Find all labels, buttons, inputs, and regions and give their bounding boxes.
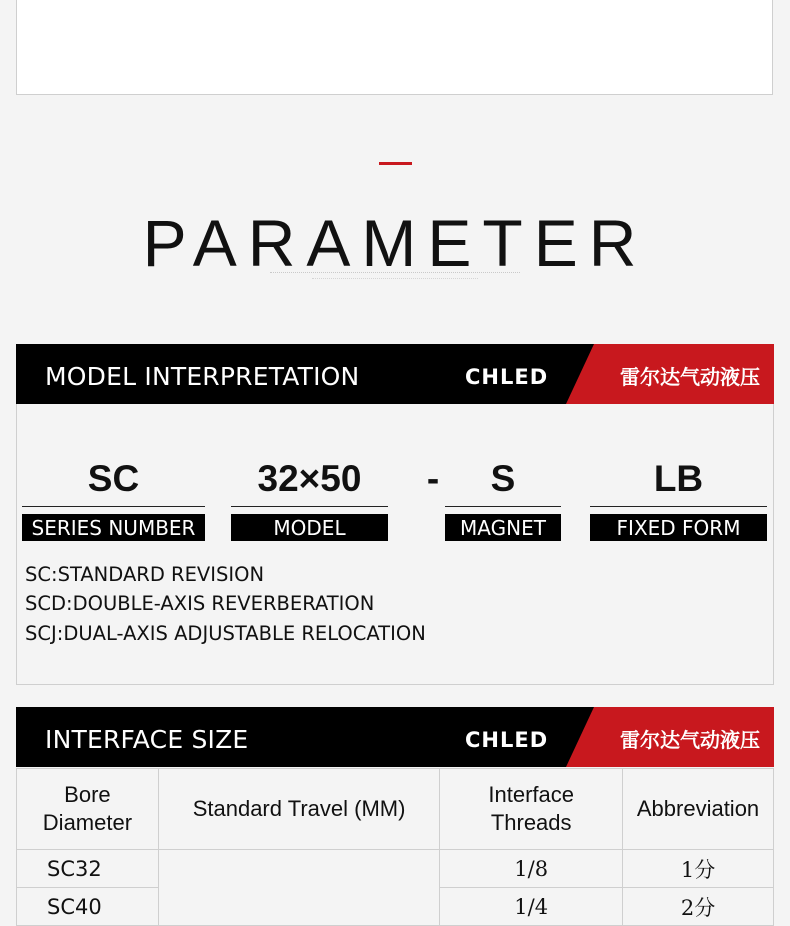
column-header-text: Interface [488,782,574,807]
brand-chinese-name: 雷尔达气动液压 [620,365,760,389]
column-header-abbreviation [623,769,774,850]
column-header-text: Abbreviation [636,796,760,821]
column-header-text: Diameter [42,810,133,835]
column-header-travel [158,769,439,850]
code-model: 32×50 [257,458,362,499]
model-interpretation-header [16,344,774,404]
description-scd: SCD:DOUBLE-AXIS REVERBERATION [25,592,375,615]
code-underline [231,506,388,507]
cell-abbreviation: 2分 [623,888,774,926]
table-header-row [17,769,774,850]
code-fixed-form: LB [653,458,704,499]
model-interpretation-title: MODEL INTERPRETATION [45,362,360,391]
table-row [17,850,774,888]
column-header-threads [440,769,623,850]
code-magnet: S [490,458,516,499]
title-underline-decoration [270,272,520,274]
cell-bore: SC32 [17,850,159,888]
interface-size-table [16,768,774,926]
interface-size-header [16,707,774,767]
label-series-number: SERIES NUMBER [22,514,205,541]
cell-travel [158,850,439,926]
cell-abbreviation: 1分 [623,850,774,888]
chled-logo: CHLED [465,365,549,389]
top-content-box [16,0,773,95]
description-sc: SC:STANDARD REVISION [25,563,265,586]
code-underline [22,506,205,507]
column-header-bore [17,769,159,850]
column-header-text: Threads [490,810,572,835]
title-underline-decoration-2 [312,278,478,280]
column-header-text: Standard Travel (MM) [192,796,406,821]
code-series: SC [87,458,140,499]
chled-logo: CHLED [465,728,549,752]
description-scj: SCJ:DUAL-AXIS ADJUSTABLE RELOCATION [25,622,426,645]
column-header-text: Bore [64,782,111,807]
code-separator: - [426,458,440,499]
cell-bore: SC40 [17,888,159,926]
label-model: MODEL [231,514,388,541]
label-fixed-form: FIXED FORM [590,514,767,541]
cell-thread: 1/4 [440,888,623,926]
brand-chinese-name: 雷尔达气动液压 [620,728,760,752]
accent-dash [379,162,412,165]
cell-thread: 1/8 [440,850,623,888]
parameter-title: PARAMETER [142,206,648,280]
interface-size-title: INTERFACE SIZE [45,725,249,754]
code-underline [590,506,767,507]
label-magnet: MAGNET [445,514,561,541]
code-underline [445,506,561,507]
